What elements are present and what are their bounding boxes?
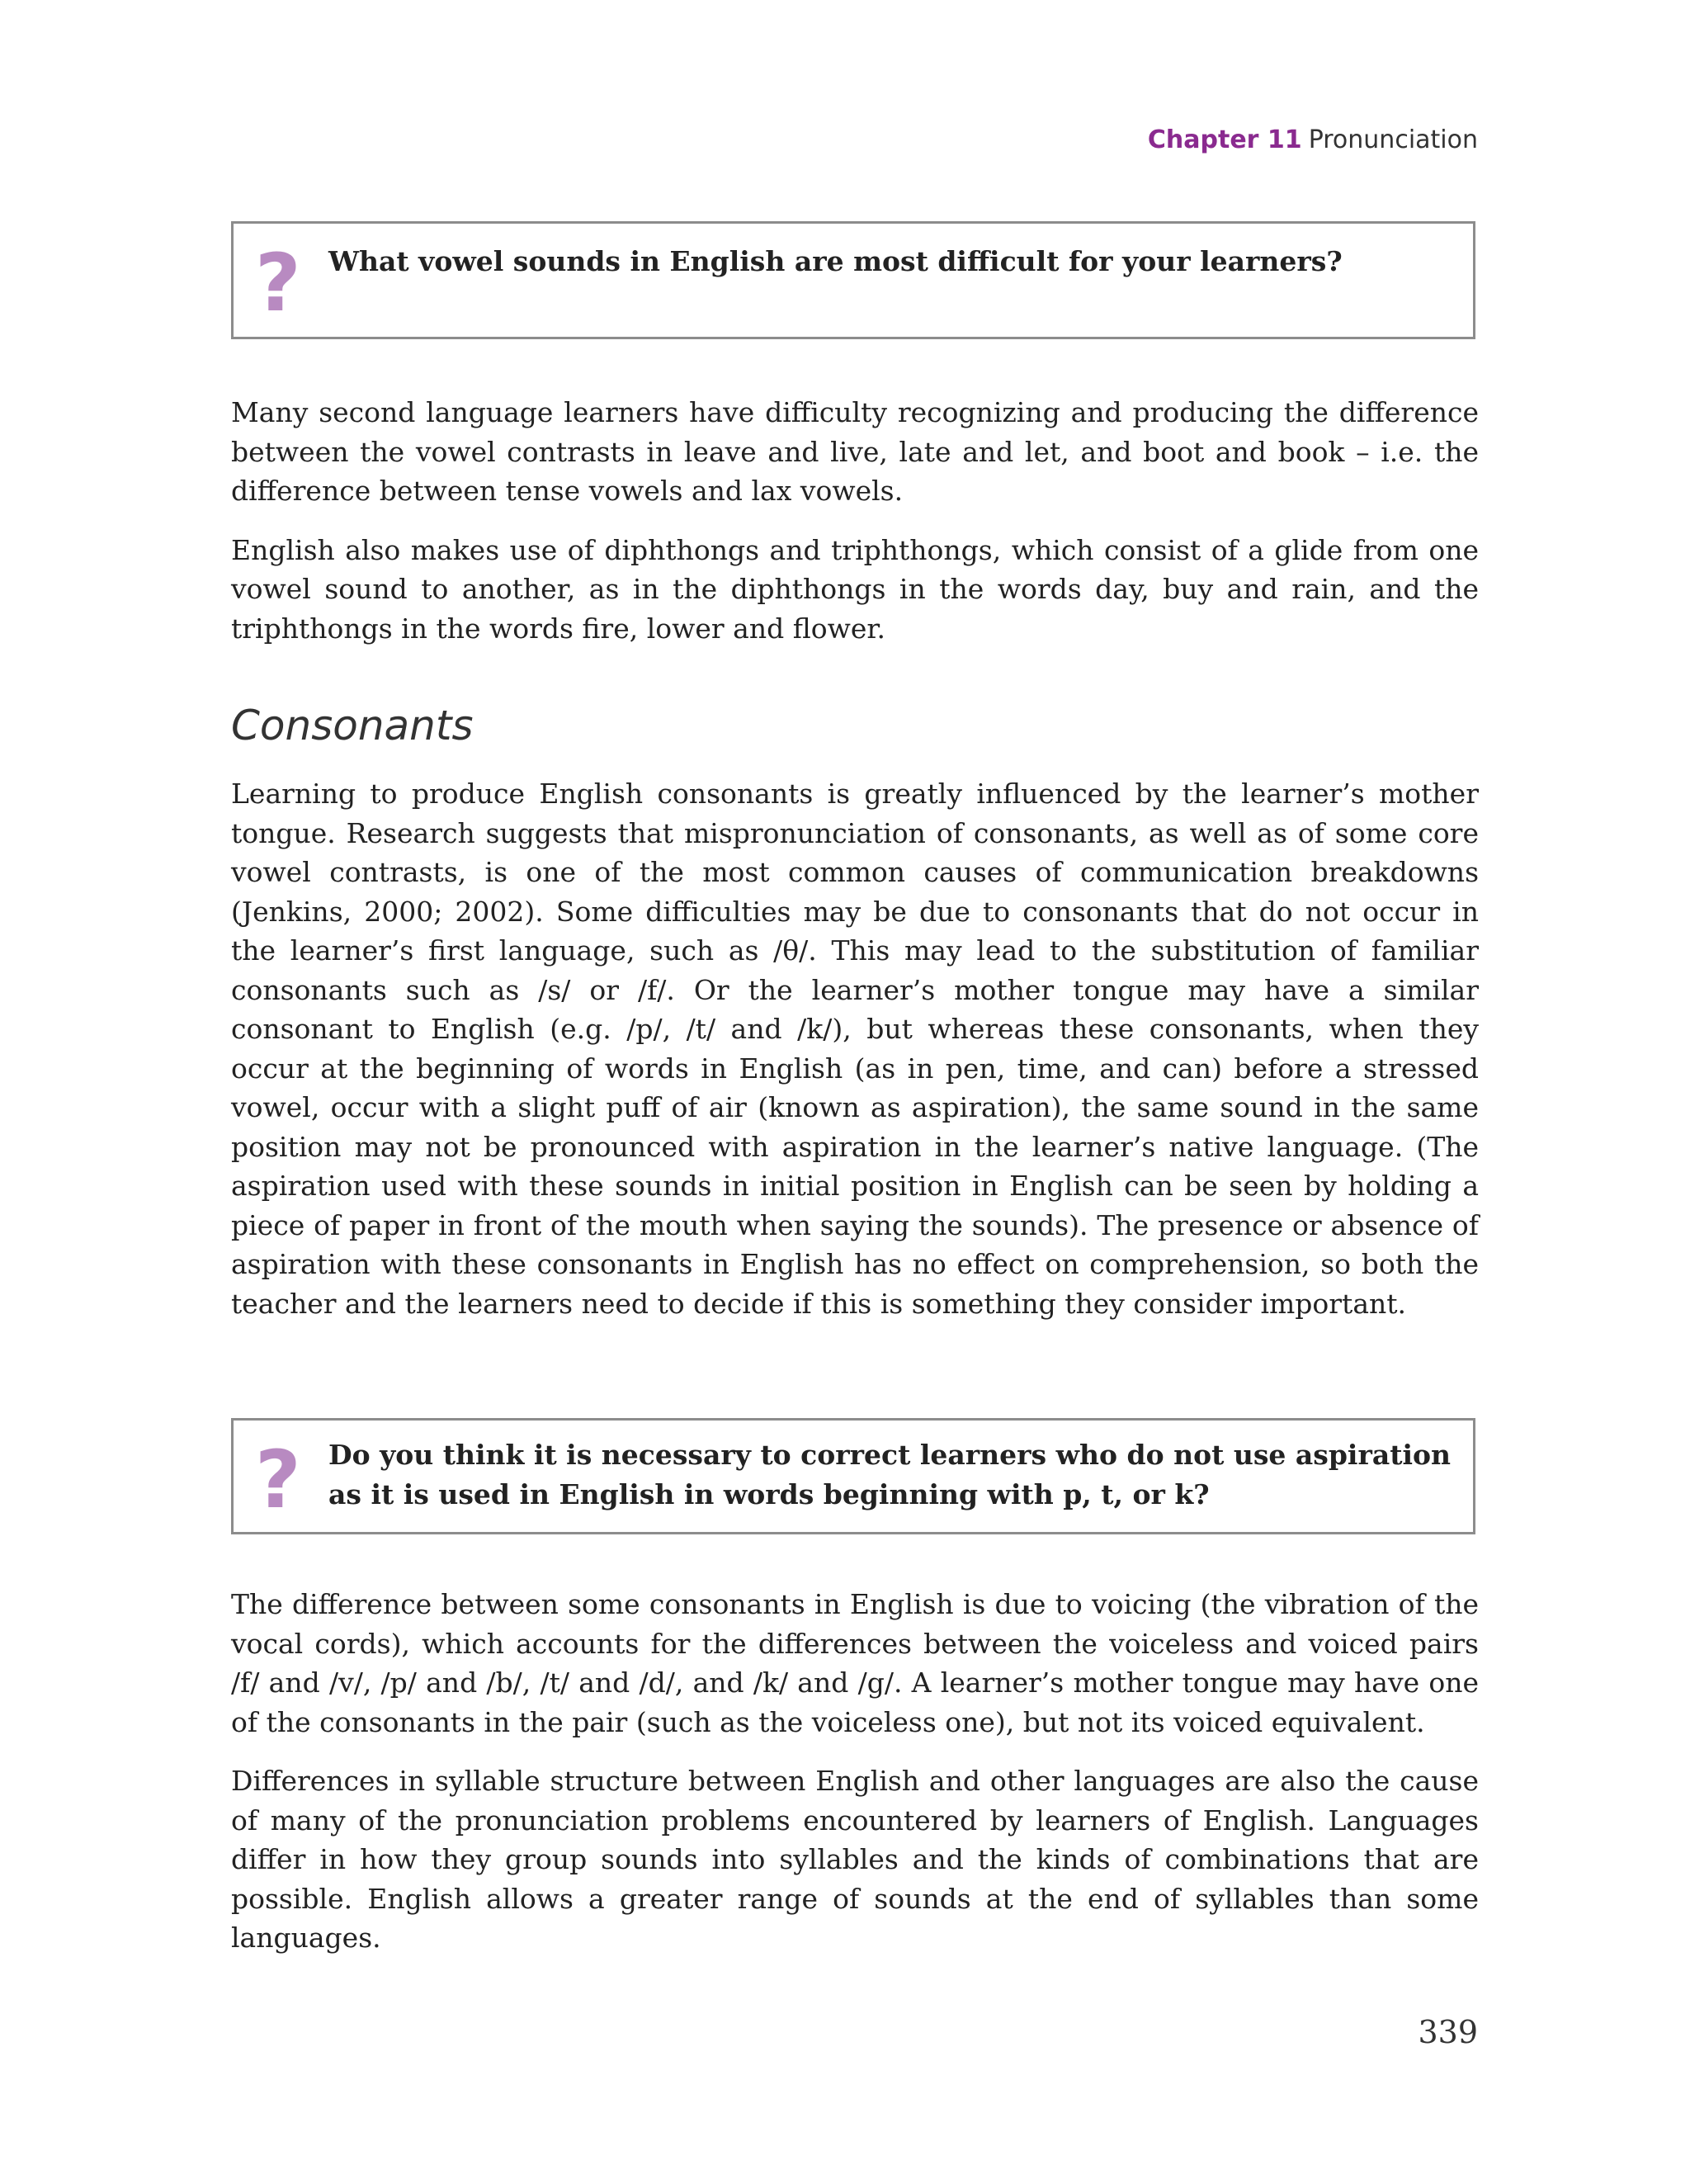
question-mark-icon: ? <box>255 237 301 329</box>
running-head <box>1148 125 1478 154</box>
chapter-title: Pronunciation <box>1308 125 1478 154</box>
paragraph-consonants: Learning to produce English consonants is greatly influenced by the learner’s mother tongue. Research suggests that mispronunciation of consonants, as well as of some core vowel contrasts, is one of the most common causes of communication breakdowns (Jenkins, 2000; 2002). Some difficulties may be due to consonants that do not occur in the learner’s first language, such as /θ/. This may lead to the substitution of familiar consonants such as /s/ or /f/. Or the learner’s mother tongue may have a similar consonant to English (e.g. /p/, /t/ and /k/), but whereas these consonants, when they occur at the beginning of words in English (as in pen, time, and can) before a stressed vowel, occur with a slight puff of air (known as aspiration), the same sound in the same position may not be pronounced with aspiration in the learner’s native language. (The aspiration used with these sounds in initial position in English can be seen by holding a piece of paper in front of the mouth when saying the sounds). The presence or absence of aspiration with these consonants in English has no effect on comprehension, so both the teacher and the learners need to decide if this is something they consider important. <box>231 778 1479 1320</box>
body-text-lower <box>231 1585 1479 1958</box>
body-text-upper <box>231 393 1479 648</box>
question-box-aspiration <box>231 1418 1475 1534</box>
question-mark-icon: ? <box>255 1434 301 1526</box>
section-heading: Consonants <box>231 702 474 749</box>
question-text: Do you think it is necessary to correct learners who do not use aspiration as it is used in English in words beginning with p, t, or k? <box>328 1439 1452 1510</box>
chapter-label: Chapter 11 <box>1147 125 1302 154</box>
paragraph-syllable-structure: Differences in syllable structure between English and other languages are also the cause of many of the pronunciation problems encountered by learners of English. Languages differ in how they group sounds into syllables and the kinds of combinations that are possible. English allows a greater range of sounds at the end of syllables than some languages. <box>231 1765 1479 1954</box>
question-text: What vowel sounds in English are most difficult for your learners? <box>328 245 1343 277</box>
paragraph-vowel-contrasts: Many second language learners have difficulty recognizing and producing the difference between the vowel contrasts in leave and live, late and let, and boot and book – i.e. the difference between tense vowels and lax vowels. <box>231 396 1479 507</box>
page-number: 339 <box>1418 2014 1478 2050</box>
paragraph-diphthongs: English also makes use of diphthongs and triphthongs, which consist of a glide from one vowel sound to another, as in the diphthongs in the words day, buy and rain, and the triphthongs in the words fire, lower and flower. <box>231 533 1479 645</box>
paragraph-voicing: The difference between some consonants in English is due to voicing (the vibration of the vocal cords), which accounts for the differences between the voiceless and voiced pairs /f/ and /v/, /p/ and /b/, /t/ and /d/, and /k/ and /g/. A learner’s mother tongue may have one of the consonants in the pair (such as the voiceless one), but not its voiced equivalent. <box>231 1588 1479 1738</box>
body-text-consonants <box>231 774 1479 1323</box>
question-box-vowels <box>231 221 1475 339</box>
